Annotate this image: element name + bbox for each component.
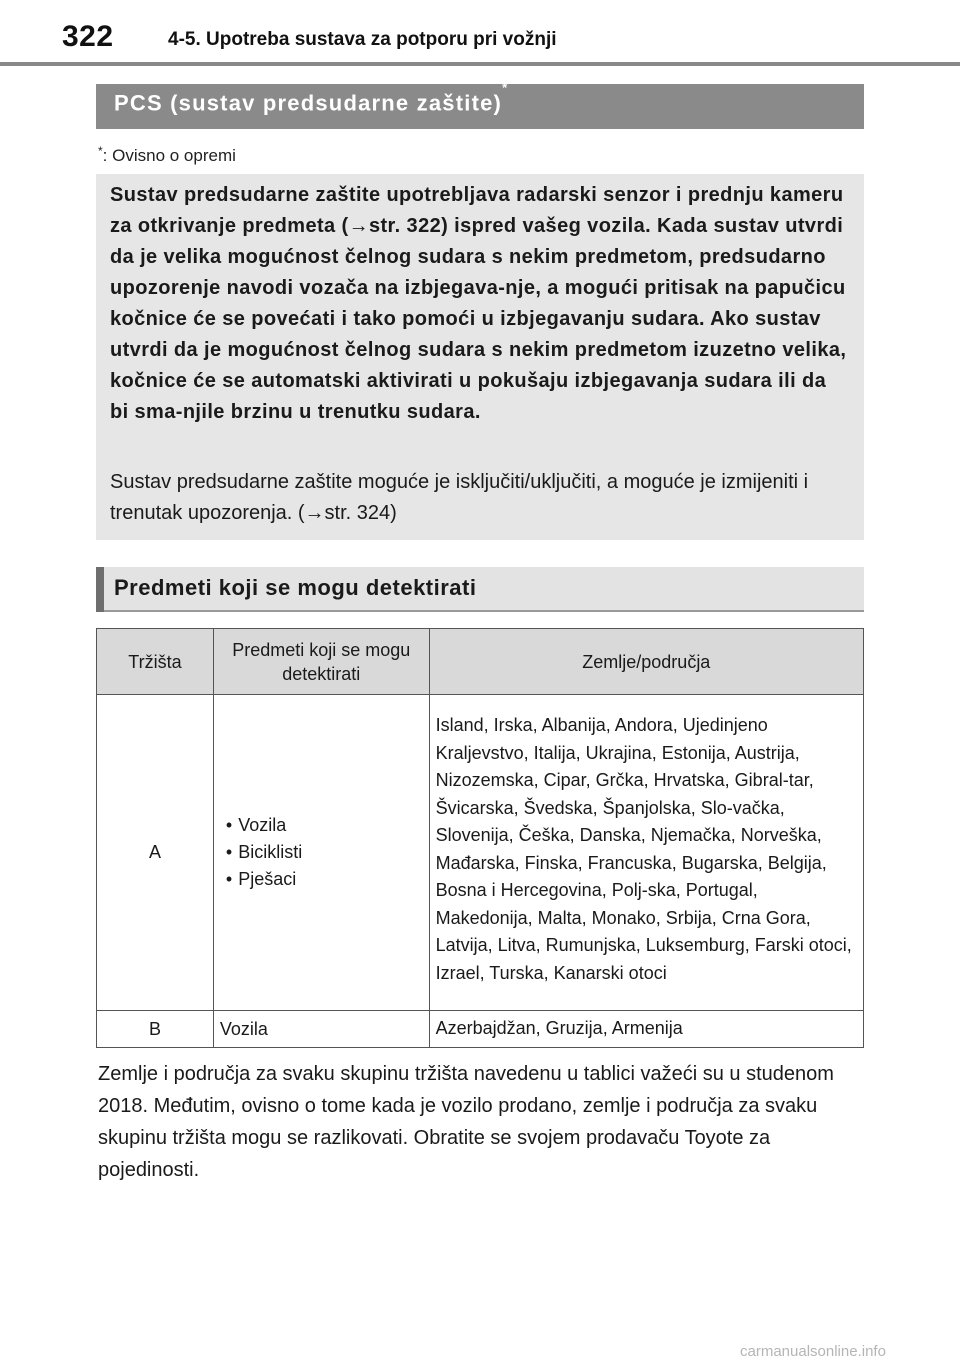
market-cell: B bbox=[97, 1011, 214, 1048]
table-row bbox=[97, 1011, 864, 1048]
subsection-accent-bar bbox=[96, 567, 104, 612]
footnote-mark: * bbox=[98, 144, 103, 158]
countries-cell: Island, Irska, Albanija, Andora, Ujedinjeno Kraljevstvo, Italija, Ukrajina, Estonija, Austrija, Nizozemska, Cipar, Grčka, Hrvatska, Gibral-tar, Švicarska, Švedska, Španjolska, Slo-vačka, Slovenija, Češka, Danska, Njemačka, Norveška, Mađarska, Finska, Francuska, Bugarska, Belgija, Bosna i Hercegovina, Polj-ska, Portugal, Makedonija, Malta, Monako, Srbija, Crna Gora, Latvija, Litva, Rumunjska, Luksemburg, Farski otoci, Izrael, Turska, Kanarski otoci bbox=[429, 695, 863, 1011]
market-cell: A bbox=[97, 695, 214, 1011]
list-item: • Biciklisti bbox=[226, 839, 429, 866]
equipment-footnote bbox=[98, 146, 236, 166]
validity-note: Zemlje i područja za svaku skupinu tržišta navedenu u tablici važeći su u studenom 2018. Međutim, ovisno o tome kada je vozilo prodano, zemlje i područja za svaku skupinu tržišta mogu se razlikovati. Obratite se svojem prodavaču Toyote za pojedinosti. bbox=[98, 1063, 834, 1181]
list-item: • Vozila bbox=[226, 812, 429, 839]
objects-list bbox=[226, 812, 429, 893]
header-objects: Predmeti koji se mogu detektirati bbox=[213, 629, 429, 695]
page-number: 322 bbox=[62, 20, 114, 53]
section-title-mark: * bbox=[502, 80, 509, 95]
section-title-bar bbox=[96, 80, 864, 129]
countries-cell: Azerbajdžan, Gruzija, Armenija bbox=[429, 1011, 863, 1048]
intro-bold-paragraph: Sustav predsudarne zaštite upotrebljava radarski senzor i prednju kameru za otkrivanje predmeta (→str. 322) ispred vašeg vozila. Kada sustav utvrdi da je velika mogućnost čelnog sudara s nekim predmetom, predsudarno upozorenje navodi vozača na izbjegava-nje, a mogući pritisak na papučicu kočnice će se povećati i tako pomoći u izbjegavanju sudara. Ako sustav utvrdi da je mogućnost čelnog sudara s nekim predmetom izuzetno velika, kočnice će se automatski aktivirati u pokušaju izbjegavanja sudara ili da bi sma-njile brzinu u trenutku sudara. bbox=[110, 184, 847, 423]
markets-table bbox=[96, 628, 864, 1048]
table-header-row bbox=[97, 629, 864, 695]
header-markets: Tržišta bbox=[97, 629, 214, 695]
footnote-text: : Ovisno o opremi bbox=[102, 146, 236, 165]
list-item: • Pješaci bbox=[226, 866, 429, 893]
intro-regular-paragraph: Sustav predsudarne zaštite moguće je isključiti/uključiti, a moguće je izmijeniti i trenutak upozorenja. (→str. 324) bbox=[110, 471, 809, 524]
page-header bbox=[0, 0, 960, 70]
section-title-text: PCS (sustav predsudarne zaštite) bbox=[114, 90, 503, 116]
objects-cell: Vozila bbox=[213, 1011, 429, 1048]
intro-box bbox=[96, 174, 864, 540]
watermark: carmanualsonline.info bbox=[740, 1343, 886, 1360]
header-countries: Zemlje/područja bbox=[429, 629, 863, 695]
chapter-title: 4-5. Upotreba sustava za potporu pri vožnji bbox=[168, 29, 557, 50]
table-row bbox=[97, 695, 864, 1011]
subsection-title-bar bbox=[96, 567, 864, 612]
section-title bbox=[114, 80, 509, 116]
header-divider bbox=[0, 62, 960, 66]
subsection-title: Predmeti koji se mogu detektirati bbox=[114, 575, 477, 600]
objects-cell bbox=[213, 695, 429, 1011]
